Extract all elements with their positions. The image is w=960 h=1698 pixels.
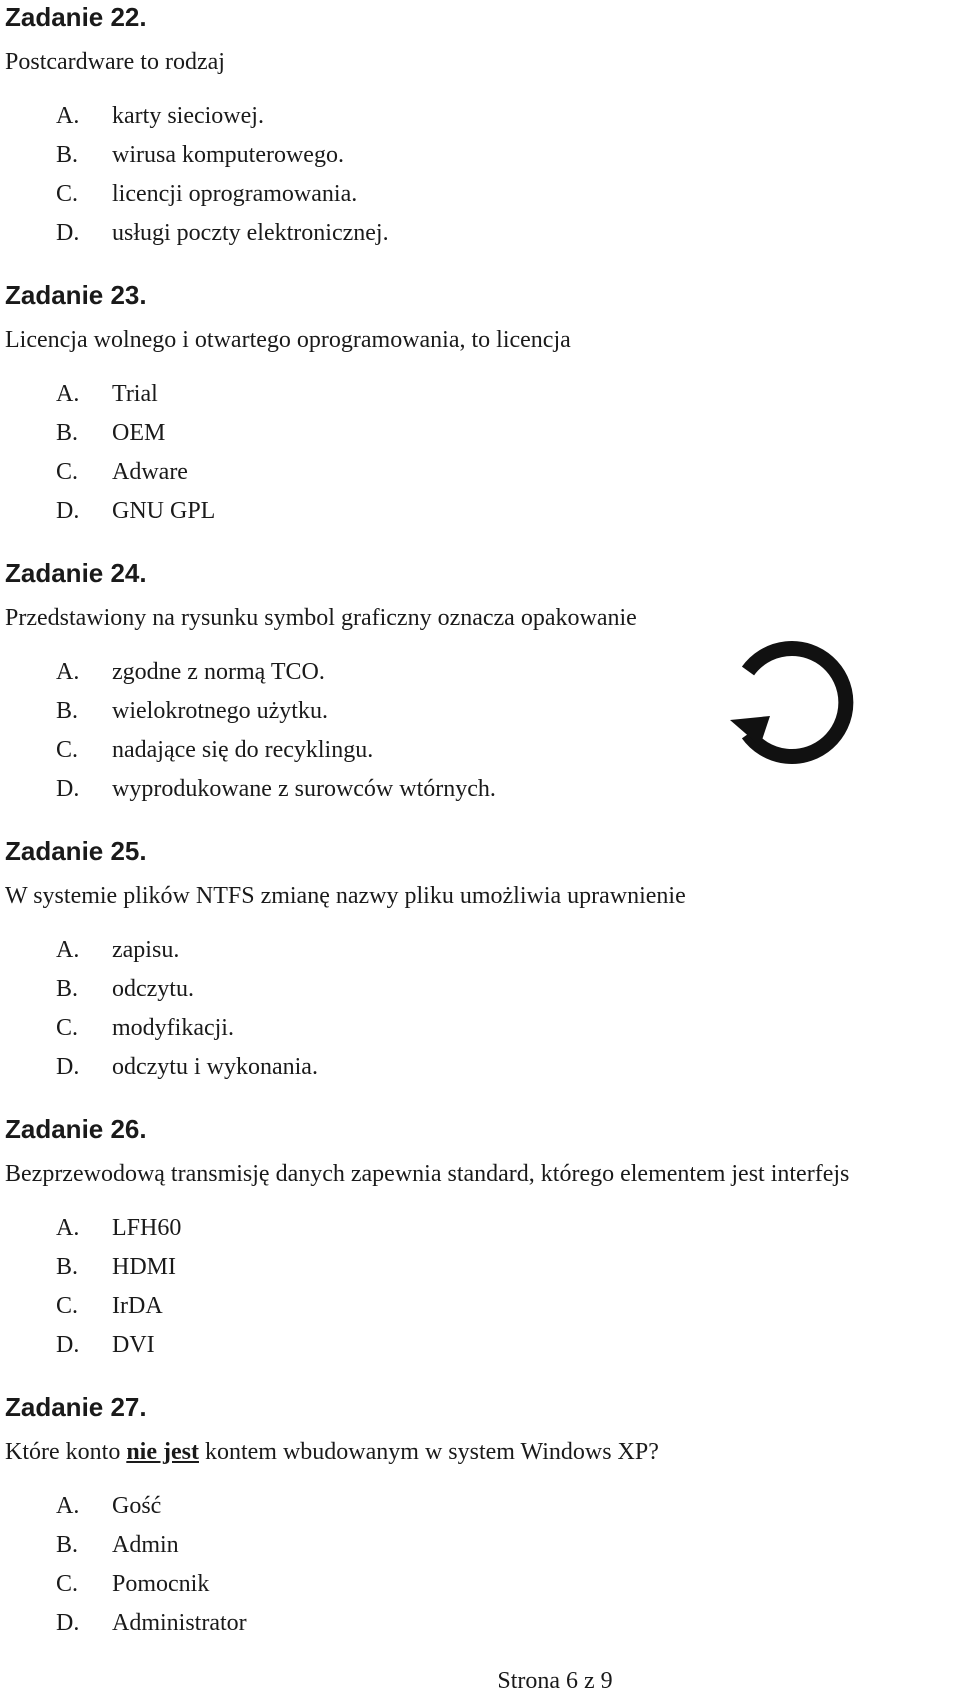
answer-letter: A. — [56, 659, 80, 685]
answer-option — [56, 218, 389, 248]
task-title: Zadanie 24. — [5, 558, 147, 588]
answer-text: karty sieciowej. — [112, 103, 264, 129]
question-text: Bezprzewodową transmisję danych zapewnia standard, którego elementem jest interfejs — [5, 1161, 850, 1187]
answer-letter: C. — [56, 737, 79, 763]
answer-letter: B. — [56, 420, 79, 446]
question-text-part: Które konto — [5, 1439, 127, 1465]
answer-option — [56, 1013, 234, 1043]
answer-option — [56, 379, 158, 409]
answer-text: OEM — [112, 420, 166, 446]
answer-letter: A. — [56, 381, 80, 407]
page-number: Strona 6 z 9 — [497, 1668, 613, 1694]
answer-option — [56, 1052, 318, 1082]
answer-letter: B. — [56, 976, 79, 1002]
answer-option — [56, 1213, 181, 1243]
answer-option — [56, 1491, 161, 1521]
answer-letter: C. — [56, 1571, 79, 1597]
answer-letter: D. — [56, 498, 80, 524]
answer-text: zgodne z normą TCO. — [112, 659, 325, 685]
task-title: Zadanie 25. — [5, 836, 147, 866]
answer-option — [56, 418, 165, 448]
answer-letter: D. — [56, 1610, 80, 1636]
answer-option — [56, 1330, 155, 1360]
answer-text: Gość — [112, 1493, 162, 1519]
answer-option — [56, 935, 179, 965]
answer-option — [56, 735, 373, 765]
answer-option — [56, 1569, 209, 1599]
answer-text: DVI — [112, 1332, 155, 1358]
task-title: Zadanie 27. — [5, 1392, 147, 1422]
answer-option — [56, 1252, 176, 1282]
answer-letter: C. — [56, 459, 79, 485]
answer-letter: B. — [56, 1254, 79, 1280]
answer-option — [56, 101, 264, 131]
answer-option — [56, 974, 194, 1004]
answer-option — [56, 179, 357, 209]
answer-text: Trial — [112, 381, 158, 407]
answer-text: zapisu. — [112, 937, 180, 963]
task-title: Zadanie 22. — [5, 2, 147, 32]
task-title: Zadanie 23. — [5, 280, 147, 310]
answer-letter: B. — [56, 1532, 79, 1558]
answer-letter: D. — [56, 220, 80, 246]
answer-letter: C. — [56, 1015, 79, 1041]
question-text: Przedstawiony na rysunku symbol graficzny oznacza opakowanie — [5, 605, 637, 631]
answer-text: odczytu. — [112, 976, 194, 1002]
answer-text: IrDA — [112, 1293, 163, 1319]
answer-letter: C. — [56, 1293, 79, 1319]
answer-option — [56, 1291, 163, 1321]
answer-option — [56, 657, 325, 687]
answer-text: Administrator — [112, 1610, 247, 1636]
answer-option — [56, 1530, 179, 1560]
answer-letter: D. — [56, 776, 80, 802]
question-text: Licencja wolnego i otwartego oprogramowania, to licencja — [5, 327, 571, 353]
answer-letter: C. — [56, 181, 79, 207]
answer-text: Pomocnik — [112, 1571, 210, 1597]
question-text — [5, 1437, 659, 1467]
answer-letter: D. — [56, 1054, 80, 1080]
answer-option — [56, 457, 188, 487]
answer-letter: B. — [56, 698, 79, 724]
answer-option — [56, 496, 215, 526]
answer-letter: B. — [56, 142, 79, 168]
question-emphasis: nie jest — [126, 1439, 199, 1465]
answer-option — [56, 140, 344, 170]
task-title: Zadanie 26. — [5, 1114, 147, 1144]
question-text: W systemie plików NTFS zmianę nazwy pliku umożliwia uprawnienie — [5, 883, 686, 909]
answer-text: Adware — [112, 459, 188, 485]
answer-letter: A. — [56, 103, 80, 129]
answer-letter: A. — [56, 1215, 80, 1241]
answer-option — [56, 1608, 247, 1638]
answer-text: HDMI — [112, 1254, 176, 1280]
answer-text: odczytu i wykonania. — [112, 1054, 318, 1080]
circular-arrow-icon — [722, 640, 862, 780]
question-text-part: kontem wbudowanym w system Windows XP? — [198, 1439, 659, 1465]
answer-text: modyfikacji. — [112, 1015, 234, 1041]
answer-option — [56, 696, 328, 726]
answer-letter: A. — [56, 937, 80, 963]
answer-text: licencji oprogramowania. — [112, 181, 358, 207]
answer-text: wielokrotnego użytku. — [112, 698, 328, 724]
answer-text: LFH60 — [112, 1215, 182, 1241]
answer-text: usługi poczty elektronicznej. — [112, 220, 389, 246]
answer-text: Admin — [112, 1532, 179, 1558]
answer-text: wirusa komputerowego. — [112, 142, 344, 168]
answer-text: GNU GPL — [112, 498, 216, 524]
answer-letter: A. — [56, 1493, 80, 1519]
answer-letter: D. — [56, 1332, 80, 1358]
answer-option — [56, 774, 496, 804]
question-text: Postcardware to rodzaj — [5, 49, 225, 75]
answer-text: nadające się do recyklingu. — [112, 737, 374, 763]
answer-text: wyprodukowane z surowców wtórnych. — [112, 776, 496, 802]
